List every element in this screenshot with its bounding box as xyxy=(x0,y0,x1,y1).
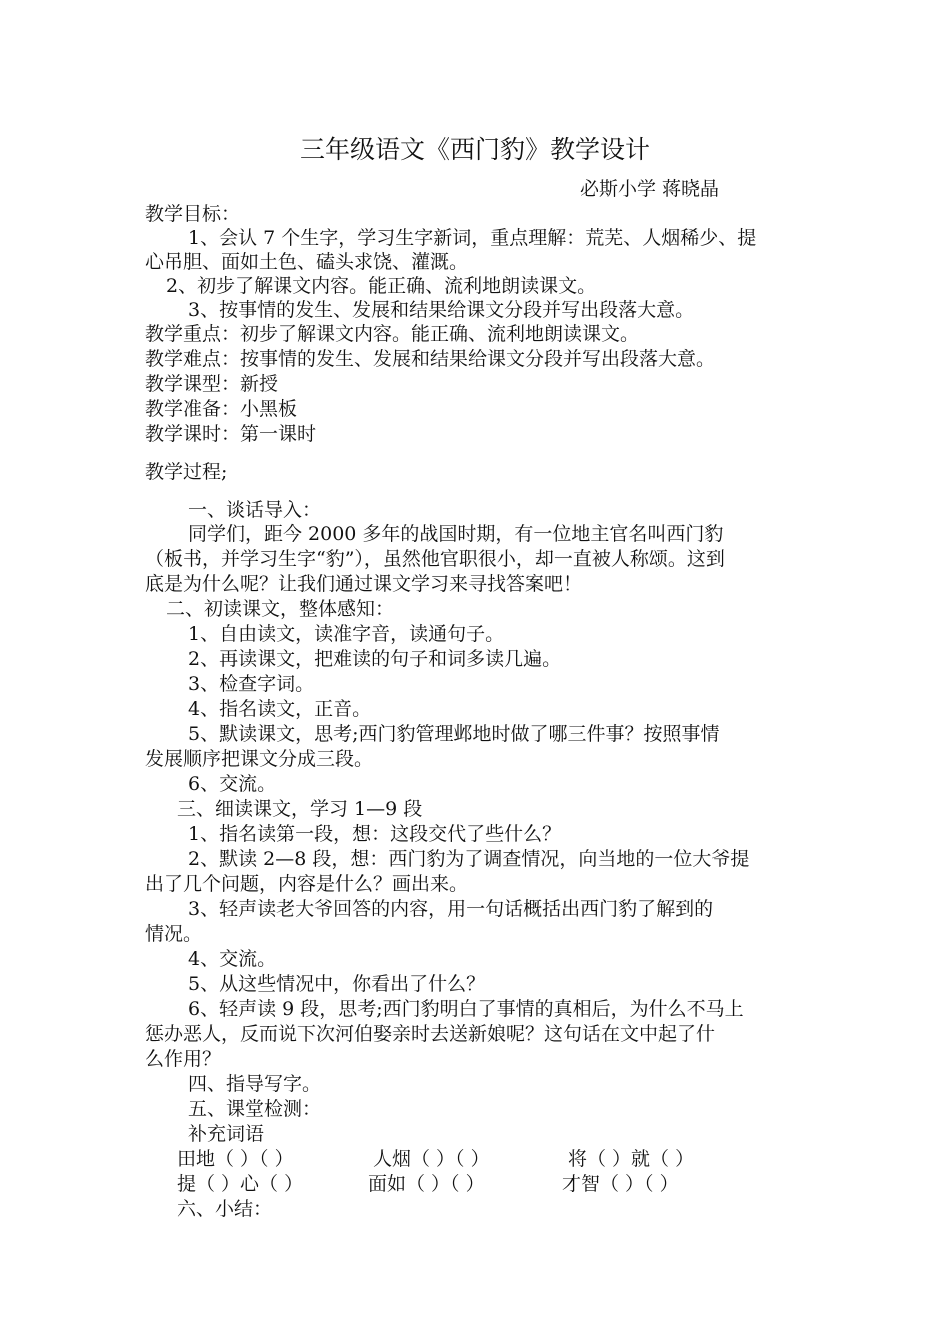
goal-3: 3、按事情的发生、发展和结果给课文分段并写出段落大意。 xyxy=(188,299,695,321)
step-3-item-5: 5、从这些情况中，你看出了什么？ xyxy=(188,973,486,995)
lesson-period: 教学课时：第一课时 xyxy=(145,423,317,445)
goal-1-line-1: 1、会认 7 个生字，学习生字新词，重点理解：荒芜、人烟稀少、提 xyxy=(188,227,757,249)
step-2-item-1: 1、自由读文，读准字音，读通句子。 xyxy=(188,623,505,645)
step-2-item-4: 4、指名读文，正音。 xyxy=(188,698,372,720)
lesson-type: 教学课型：新授 xyxy=(145,373,279,395)
fill-in-item: 才智（ ）（ ） xyxy=(562,1173,679,1195)
goal-1-line-2: 心吊胆、面如土色、磕头求饶、灌溉。 xyxy=(145,251,469,273)
step-3-item-4: 4、交流。 xyxy=(188,948,277,970)
step-3-item-2-line-1: 2、默读 2—8 段，想：西门豹为了调查情况，向当地的一位大爷提 xyxy=(188,848,750,870)
document-title: 三年级语文《西门豹》教学设计 xyxy=(299,135,650,164)
intro-line-3: 底是为什么呢？让我们通过课文学习来寻找答案吧！ xyxy=(145,573,583,595)
step-5-heading: 五、课堂检测： xyxy=(188,1098,322,1120)
process-heading: 教学过程; xyxy=(145,461,228,483)
step-6-heading: 六、小结： xyxy=(177,1198,273,1220)
step-3-item-6-line-2: 惩办恶人，反而说下次河伯娶亲时去送新娘呢？这句话在文中起了什 xyxy=(145,1023,716,1045)
intro-line-1: 同学们，距今 2000 多年的战国时期，有一位地主官名叫西门豹 xyxy=(188,523,724,545)
preparation: 教学准备：小黑板 xyxy=(145,398,298,420)
fill-in-item: 将（ ）就（ ） xyxy=(568,1148,695,1170)
step-3-item-2-line-2: 出了几个问题，内容是什么？画出来。 xyxy=(145,873,469,895)
step-1-heading: 一、谈话导入： xyxy=(188,499,322,521)
step-3-item-1: 1、指名读第一段，想：这段交代了些什么？ xyxy=(188,823,562,845)
key-point: 教学重点：初步了解课文内容。能正确、流利地朗读课文。 xyxy=(145,323,640,345)
goal-2: 2、初步了解课文内容。能正确、流利地朗读课文。 xyxy=(166,275,597,297)
fill-in-item: 人烟（ ）（ ） xyxy=(373,1148,490,1170)
section-goals-heading: 教学目标： xyxy=(145,203,241,225)
step-2-item-5-line-1: 5、默读课文，思考;西门豹管理邺地时做了哪三件事？按照事情 xyxy=(188,723,720,745)
step-4-heading: 四、指导写字。 xyxy=(188,1073,322,1095)
step-3-item-6-line-1: 6、轻声读 9 段，思考;西门豹明白了事情的真相后，为什么不马上 xyxy=(188,998,744,1020)
fill-in-heading: 补充词语 xyxy=(188,1123,265,1145)
step-2-item-3: 3、检查字词。 xyxy=(188,673,315,695)
step-3-item-3-line-2: 情况。 xyxy=(145,923,203,945)
step-2-item-2: 2、再读课文，把难读的句子和词多读几遍。 xyxy=(188,648,562,670)
step-2-heading: 二、初读课文，整体感知： xyxy=(166,598,395,620)
step-2-item-5-line-2: 发展顺序把课文分成三段。 xyxy=(145,748,374,770)
step-3-item-3-line-1: 3、轻声读老大爷回答的内容，用一句话概括出西门豹了解到的 xyxy=(188,898,714,920)
step-2-item-6: 6、交流。 xyxy=(188,773,277,795)
fill-in-item: 面如（ ）（ ） xyxy=(368,1173,485,1195)
author-line: 必斯小学 蒋晓晶 xyxy=(580,178,720,200)
step-3-heading: 三、细读课文，学习 1—9 段 xyxy=(177,798,423,820)
fill-in-item: 提（ ）心（ ） xyxy=(177,1173,304,1195)
fill-in-item: 田地（ ）（ ） xyxy=(177,1148,294,1170)
intro-line-2: （板书，并学习生字“豹”），虽然他官职很小，却一直被人称颂。这到 xyxy=(145,548,725,570)
step-3-item-6-line-3: 么作用？ xyxy=(145,1048,222,1070)
difficulty: 教学难点：按事情的发生、发展和结果给课文分段并写出段落大意。 xyxy=(145,348,716,370)
